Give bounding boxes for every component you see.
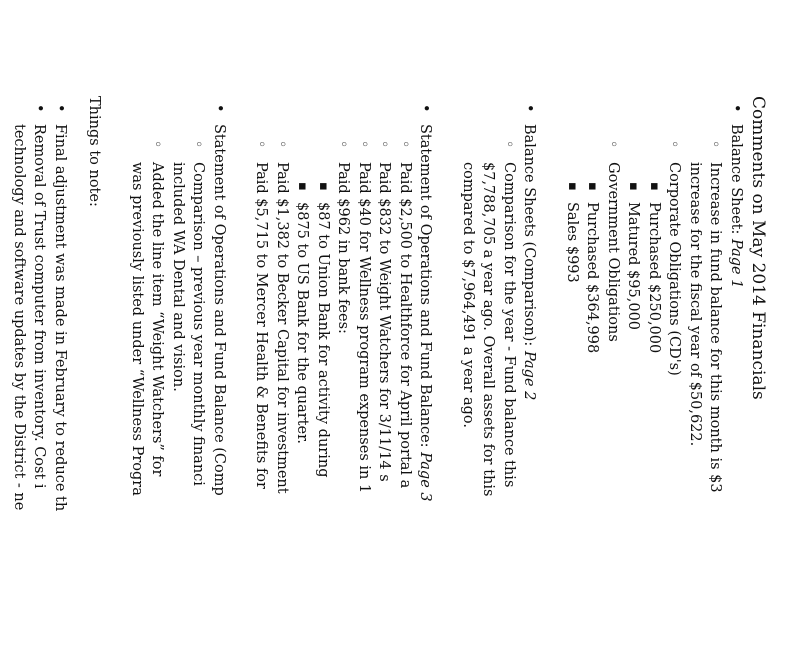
- balance-sheet-section: [726, 102, 747, 656]
- balance-comparison-page: Page 2: [521, 350, 538, 401]
- note-line: • Final adjustment was made in February to reduce th: [52, 124, 68, 512]
- note-item: [50, 102, 71, 656]
- government-sub-item: ▪ Sales $993: [562, 180, 583, 656]
- balance-sheet-page: Page 1: [728, 239, 744, 289]
- corporate-sub-item: ▪ Purchased $250,000: [644, 180, 665, 656]
- operations-item: ◦ Paid $1,382 to Becker Capital for investment: [272, 140, 293, 656]
- balance-sheet-label: Balance Sheet:: [728, 124, 744, 235]
- balance-comparison-item: [458, 140, 520, 656]
- balance-comparison-line: compared to $7,964,491 a year ago.: [460, 162, 476, 428]
- balance-sheet-item-line: ◦ Increase in fund balance for this month is $3: [707, 162, 724, 493]
- bank-fee-item: ▪ $87 to Union Bank for activity during: [313, 180, 334, 656]
- operations-comparison-label: Statement of Operations and Fund Balance (Comp: [211, 124, 227, 496]
- balance-sheet-item: [685, 140, 726, 656]
- balance-sheet-item: [664, 140, 685, 656]
- corporate-sub-item: ▪ Matured $95,000: [623, 180, 644, 656]
- document-title: Comments on May 2014 Financials: [748, 96, 768, 400]
- operations-comparison-item: [127, 140, 168, 656]
- balance-comparison-section: [519, 102, 540, 656]
- note-line: • Removal of Trust computer from inventory. Cost i: [31, 124, 48, 489]
- balance-sheet-item-line: ◦ Government Obligations: [605, 162, 621, 342]
- bank-fee-item: ▪ $875 to US Bank for the quarter.: [292, 180, 313, 656]
- balance-comparison-line: $7,788,705 a year ago. Overall assets for this: [480, 162, 497, 497]
- operations-comparison-line: ◦ Added the line item “Weight Watchers” for: [149, 162, 166, 477]
- operations-comparison-section: [209, 102, 230, 656]
- document-page: [9, 96, 771, 656]
- operations-item: ◦ Paid $5,715 to Mercer Health & Benefits for: [251, 140, 272, 656]
- things-to-note-heading: Things to note:: [86, 96, 103, 207]
- balance-sheet-item-line: ◦ Corporate Obligations (CD's): [666, 162, 683, 376]
- balance-sheet-item-line: increase for the fiscal year of $50,622.: [687, 162, 703, 447]
- note-line: technology and software updates by the District - ne: [11, 124, 27, 511]
- balance-sheet-item: [603, 140, 624, 656]
- operations-item: ◦ Paid $2,500 to Healthforce for April portal a: [395, 140, 416, 656]
- operations-comparison-line: ◦ Comparison – previous year monthly financi: [190, 162, 207, 486]
- balance-comparison-line: ◦ Comparison for the year - Fund balance this: [501, 162, 517, 488]
- operations-section: [415, 102, 436, 656]
- operations-comparison-line: was previously listed under “Wellness Progra: [129, 162, 145, 496]
- operations-item: ◦ Paid $40 for Wellness program expenses in 1: [354, 140, 375, 656]
- government-sub-item: ▪ Purchased $364,998: [582, 180, 603, 656]
- note-item: [9, 102, 50, 656]
- balance-comparison-label: Balance Sheets (Comparison):: [521, 124, 538, 347]
- operations-label: Statement of Operations and Fund Balance:: [417, 124, 434, 448]
- operations-comparison-item: [168, 140, 209, 656]
- operations-page: Page 3: [417, 452, 434, 502]
- operations-item: ◦ Paid $962 in bank fees:: [333, 140, 354, 656]
- operations-item: ◦ Paid $832 to Weight Watchers for 3/11/14 s: [374, 140, 395, 656]
- operations-comparison-line: included WA Dental and vision.: [170, 162, 186, 392]
